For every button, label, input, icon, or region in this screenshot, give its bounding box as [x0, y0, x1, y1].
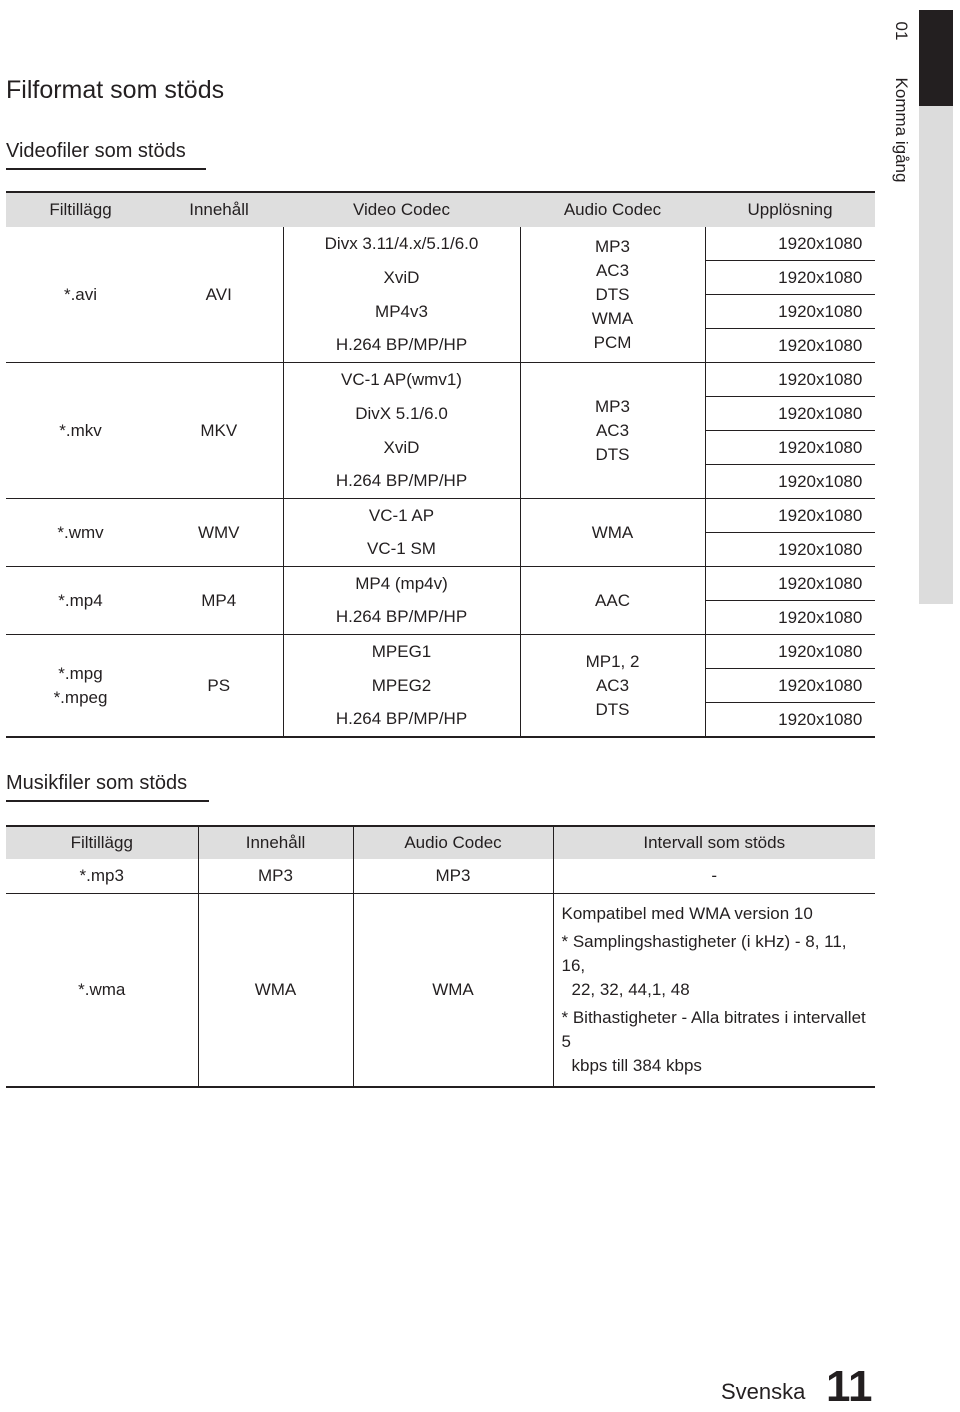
audio-codec: DTS — [595, 284, 630, 304]
music-header-ext: Filtillägg — [6, 826, 198, 859]
music-header-content: Innehåll — [198, 826, 353, 859]
video-header-audio-codec: Audio Codec — [520, 192, 705, 227]
ext-mp4: *.mp4 — [6, 567, 155, 635]
video-section-rule — [6, 168, 206, 170]
video-header-row — [6, 192, 875, 227]
range-line: Kompatibel med WMA version 10 — [561, 904, 813, 923]
music-ext: *.mp3 — [6, 859, 198, 894]
ext-mpg — [6, 635, 155, 738]
audio-codec: DTS — [595, 699, 630, 719]
chapter-number — [886, 18, 916, 44]
music-container: MP3 — [198, 859, 353, 894]
music-ext: *.wma — [6, 894, 198, 1088]
table-row — [6, 363, 875, 397]
music-formats-table — [6, 825, 875, 1088]
video-codec: H.264 BP/MP/HP — [283, 465, 520, 499]
container-ps: PS — [155, 635, 283, 738]
audio-codecs-avi — [520, 227, 705, 363]
container-avi: AVI — [155, 227, 283, 363]
table-row — [6, 894, 875, 1088]
audio-codecs-mkv — [520, 363, 705, 499]
audio-codec: WMA — [520, 499, 705, 567]
resolution: 1920x1080 — [705, 669, 875, 703]
video-section-title: Videofiler som stöds — [6, 140, 186, 162]
video-codec: XviD — [283, 261, 520, 295]
ext-mkv: *.mkv — [6, 363, 155, 499]
chapter-title — [886, 60, 916, 200]
music-codec: MP3 — [353, 859, 553, 894]
footer-language: Svenska — [721, 1379, 806, 1404]
resolution: 1920x1080 — [705, 601, 875, 635]
resolution: 1920x1080 — [705, 261, 875, 295]
video-codec: MPEG1 — [283, 635, 520, 669]
music-section-rule — [6, 800, 209, 802]
table-row — [6, 859, 875, 894]
music-range-wma — [553, 894, 875, 1088]
video-codec: MP4 (mp4v) — [283, 567, 520, 601]
range-line: kbps till 384 kbps — [571, 1056, 702, 1075]
video-codec: VC-1 AP(wmv1) — [283, 363, 520, 397]
audio-codec: MP3 — [595, 396, 630, 416]
music-codec: WMA — [353, 894, 553, 1088]
page-title: Filformat som stöds — [6, 76, 225, 104]
table-row — [6, 227, 875, 261]
resolution: 1920x1080 — [705, 397, 875, 431]
video-codec: Divx 3.11/4.x/5.1/6.0 — [283, 227, 520, 261]
table-row — [6, 567, 875, 601]
audio-codec: DTS — [595, 444, 630, 464]
audio-codec: AC3 — [595, 260, 630, 280]
resolution: 1920x1080 — [705, 567, 875, 601]
video-codec: MPEG2 — [283, 669, 520, 703]
ext-wmv: *.wmv — [6, 499, 155, 567]
video-header-resolution: Upplösning — [705, 192, 875, 227]
resolution: 1920x1080 — [705, 227, 875, 261]
video-codec: MP4v3 — [283, 295, 520, 329]
music-section-title: Musikfiler som stöds — [6, 772, 188, 794]
chapter-number-text: 01 — [892, 21, 911, 41]
audio-codec: PCM — [593, 332, 632, 352]
music-header-range: Intervall som stöds — [553, 826, 875, 859]
resolution: 1920x1080 — [705, 431, 875, 465]
music-header-row — [6, 826, 875, 859]
audio-codec: AC3 — [595, 675, 630, 695]
resolution: 1920x1080 — [705, 533, 875, 567]
ext-avi: *.avi — [6, 227, 155, 363]
chapter-title-text: Komma igång — [892, 77, 911, 183]
range-line: * Bithastigheter - Alla bitrates i intervallet 5 — [561, 1008, 866, 1051]
video-codec: VC-1 AP — [283, 499, 520, 533]
resolution: 1920x1080 — [705, 465, 875, 499]
chapter-tab-dark — [919, 10, 953, 106]
video-codec: H.264 BP/MP/HP — [283, 601, 520, 635]
video-header-video-codec: Video Codec — [283, 192, 520, 227]
music-range: - — [553, 859, 875, 894]
resolution: 1920x1080 — [705, 363, 875, 397]
resolution: 1920x1080 — [705, 329, 875, 363]
video-codec: XviD — [283, 431, 520, 465]
video-codec: H.264 BP/MP/HP — [283, 703, 520, 738]
audio-codecs-mpg — [520, 635, 705, 738]
range-line: 22, 32, 44,1, 48 — [571, 980, 690, 999]
music-header-audio-codec: Audio Codec — [353, 826, 553, 859]
audio-codec: AAC — [520, 567, 705, 635]
container-mp4: MP4 — [155, 567, 283, 635]
video-codec: VC-1 SM — [283, 533, 520, 567]
table-row — [6, 635, 875, 669]
video-codec: DivX 5.1/6.0 — [283, 397, 520, 431]
resolution: 1920x1080 — [705, 499, 875, 533]
container-mkv: MKV — [155, 363, 283, 499]
chapter-tab-light — [919, 106, 953, 604]
video-codec: H.264 BP/MP/HP — [283, 329, 520, 363]
table-row — [6, 499, 875, 533]
audio-codec: WMA — [591, 308, 634, 328]
video-header-ext: Filtillägg — [6, 192, 155, 227]
footer-page-number: 11 — [826, 1362, 873, 1411]
resolution: 1920x1080 — [705, 703, 875, 738]
audio-codec: MP1, 2 — [585, 651, 640, 671]
music-container: WMA — [198, 894, 353, 1088]
range-line: * Samplingshastigheter (i kHz) - 8, 11, 16, — [561, 932, 847, 975]
ext-line: *.mpg — [58, 663, 103, 683]
resolution: 1920x1080 — [705, 295, 875, 329]
audio-codec: AC3 — [595, 420, 630, 440]
container-wmv: WMV — [155, 499, 283, 567]
audio-codec: MP3 — [595, 236, 630, 256]
video-formats-table — [6, 191, 875, 738]
ext-line: *.mpeg — [53, 687, 108, 707]
video-header-content: Innehåll — [155, 192, 283, 227]
resolution: 1920x1080 — [705, 635, 875, 669]
